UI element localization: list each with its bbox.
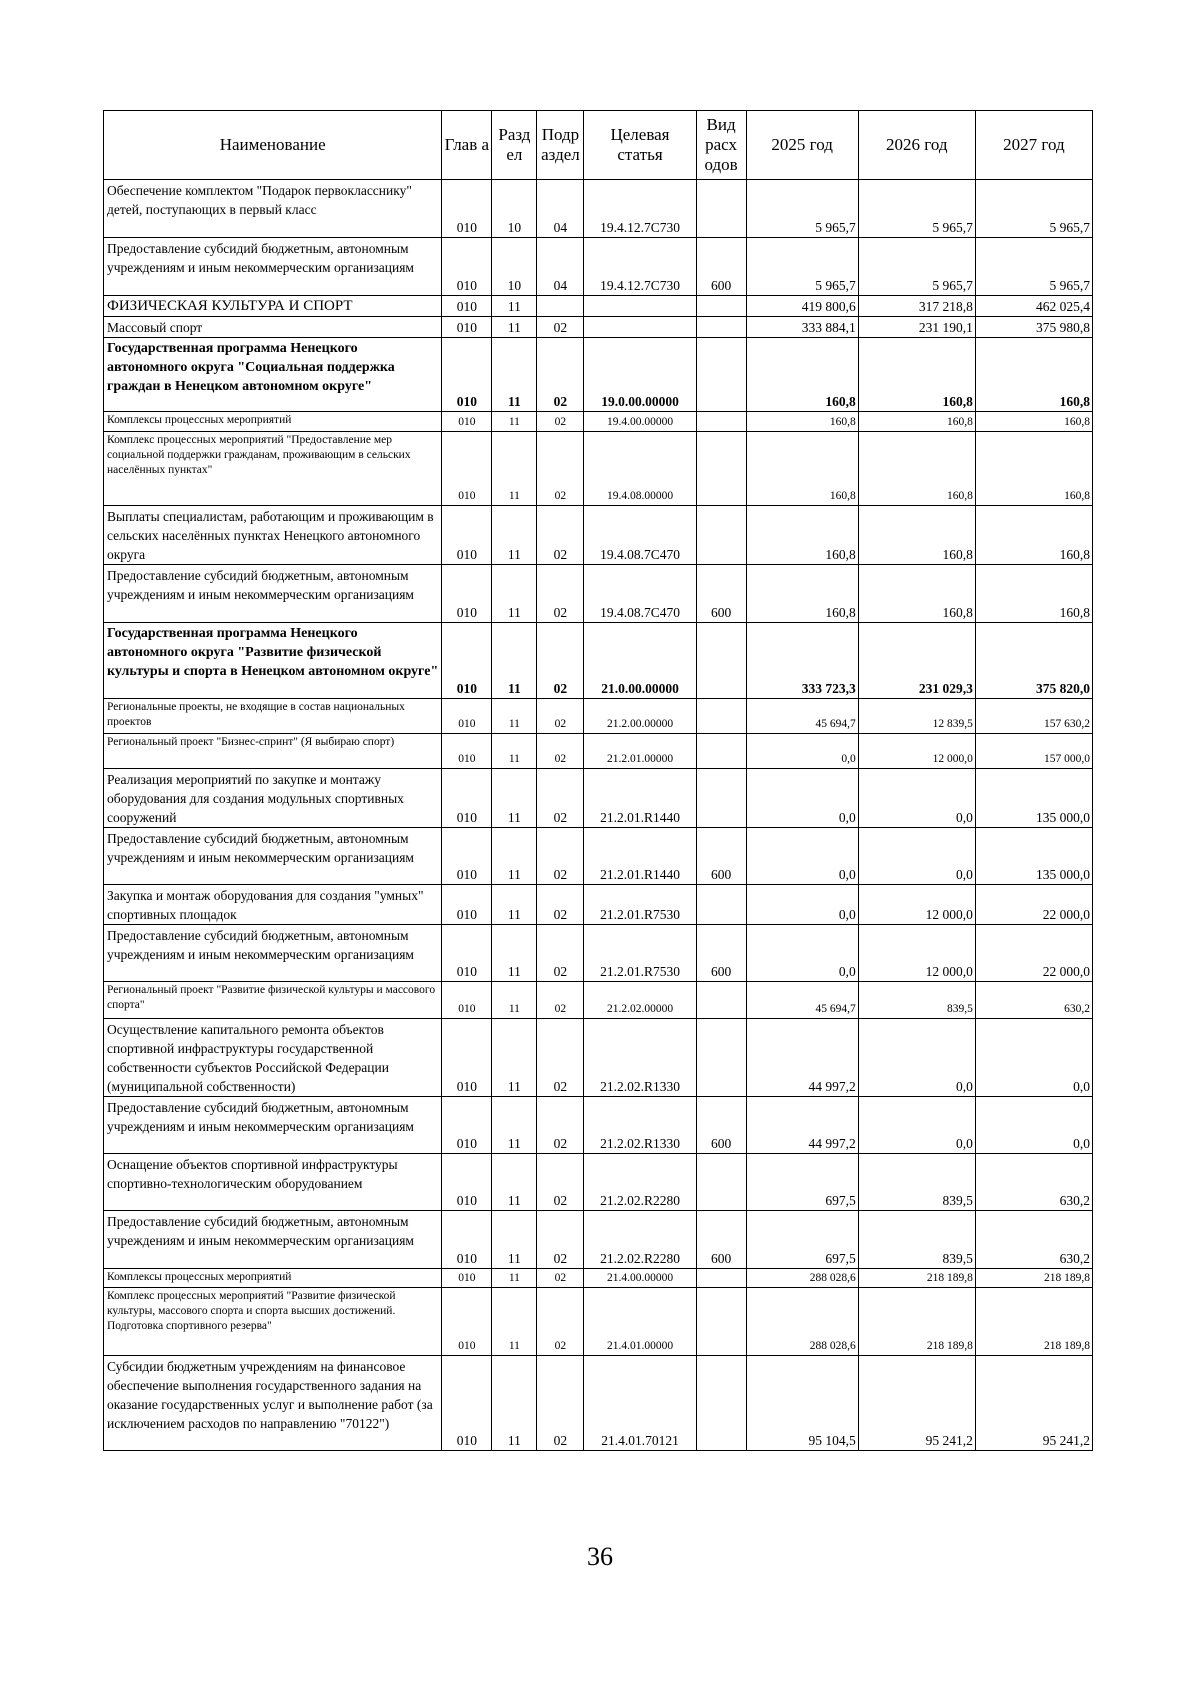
cell-podrazdel: 02 xyxy=(537,506,584,565)
cell-vid: 600 xyxy=(696,565,746,623)
cell-razdel: 11 xyxy=(492,699,537,734)
cell-podrazdel xyxy=(537,296,584,317)
cell-target: 19.4.12.7С730 xyxy=(584,238,696,296)
cell-y2027: 0,0 xyxy=(975,1097,1092,1154)
cell-target: 21.4.00.00000 xyxy=(584,1269,696,1288)
cell-target: 21.4.01.00000 xyxy=(584,1288,696,1356)
cell-glava: 010 xyxy=(442,180,492,238)
table-row xyxy=(104,412,1093,432)
cell-vid xyxy=(696,296,746,317)
cell-target xyxy=(584,317,696,338)
cell-razdel: 11 xyxy=(492,1097,537,1154)
cell-y2027: 160,8 xyxy=(975,338,1092,412)
cell-podrazdel: 02 xyxy=(537,925,584,982)
cell-name: Комплексы процессных мероприятий xyxy=(104,1269,442,1288)
cell-glava: 010 xyxy=(442,296,492,317)
cell-glava: 010 xyxy=(442,317,492,338)
cell-name: Обеспечение комплектом "Подарок первокласснику" детей, поступающих в первый класс xyxy=(104,180,442,238)
cell-y2026: 160,8 xyxy=(858,432,975,506)
cell-vid xyxy=(696,885,746,925)
cell-y2027: 375 980,8 xyxy=(975,317,1092,338)
table-row xyxy=(104,699,1093,734)
header-razdel: Разд ел xyxy=(492,111,537,180)
cell-target: 21.2.01.R7530 xyxy=(584,925,696,982)
cell-glava: 010 xyxy=(442,432,492,506)
table-row xyxy=(104,1211,1093,1269)
cell-y2025: 160,8 xyxy=(746,432,858,506)
cell-y2025: 697,5 xyxy=(746,1211,858,1269)
cell-y2025: 160,8 xyxy=(746,565,858,623)
cell-y2026: 12 839,5 xyxy=(858,699,975,734)
cell-glava: 010 xyxy=(442,1097,492,1154)
cell-target: 21.2.02.00000 xyxy=(584,982,696,1019)
cell-target: 21.2.01.R1440 xyxy=(584,828,696,885)
cell-name: Предоставление субсидий бюджетным, автономным учреждениям и иным некоммерческим организациям xyxy=(104,1097,442,1154)
cell-target: 21.2.01.R1440 xyxy=(584,769,696,828)
header-glava: Глав а xyxy=(442,111,492,180)
cell-y2026: 0,0 xyxy=(858,1019,975,1097)
cell-razdel: 11 xyxy=(492,734,537,769)
cell-y2025: 160,8 xyxy=(746,338,858,412)
cell-target: 21.4.01.70121 xyxy=(584,1356,696,1451)
table-row xyxy=(104,885,1093,925)
cell-target: 21.2.00.00000 xyxy=(584,699,696,734)
table-row xyxy=(104,828,1093,885)
header-podrazdel: Подр аздел xyxy=(537,111,584,180)
cell-y2025: 333 884,1 xyxy=(746,317,858,338)
cell-name: Оснащение объектов спортивной инфраструктуры спортивно-технологическим оборудованием xyxy=(104,1154,442,1211)
cell-y2027: 157 000,0 xyxy=(975,734,1092,769)
cell-podrazdel: 02 xyxy=(537,1154,584,1211)
cell-target: 21.2.01.00000 xyxy=(584,734,696,769)
table-row xyxy=(104,1356,1093,1451)
cell-target: 21.2.01.R7530 xyxy=(584,885,696,925)
cell-target: 19.4.08.7С470 xyxy=(584,565,696,623)
cell-glava: 010 xyxy=(442,623,492,699)
cell-glava: 010 xyxy=(442,925,492,982)
table-row xyxy=(104,317,1093,338)
cell-y2025: 333 723,3 xyxy=(746,623,858,699)
cell-y2025: 160,8 xyxy=(746,412,858,432)
cell-y2026: 0,0 xyxy=(858,769,975,828)
cell-y2026: 160,8 xyxy=(858,565,975,623)
cell-glava: 010 xyxy=(442,699,492,734)
cell-y2025: 5 965,7 xyxy=(746,180,858,238)
table-row xyxy=(104,925,1093,982)
cell-vid xyxy=(696,1154,746,1211)
cell-name: Региональный проект "Бизнес-спринт" (Я выбираю спорт) xyxy=(104,734,442,769)
cell-y2026: 218 189,8 xyxy=(858,1269,975,1288)
cell-glava: 010 xyxy=(442,1269,492,1288)
cell-podrazdel: 02 xyxy=(537,1288,584,1356)
cell-razdel: 11 xyxy=(492,296,537,317)
cell-name: ФИЗИЧЕСКАЯ КУЛЬТУРА И СПОРТ xyxy=(104,296,442,317)
table-header-row xyxy=(104,111,1093,180)
cell-y2025: 288 028,6 xyxy=(746,1269,858,1288)
cell-y2026: 12 000,0 xyxy=(858,925,975,982)
cell-name: Массовый спорт xyxy=(104,317,442,338)
cell-y2027: 160,8 xyxy=(975,565,1092,623)
cell-name: Выплаты специалистам, работающим и проживающим в сельских населённых пунктах Ненецкого автономного округа xyxy=(104,506,442,565)
cell-podrazdel: 02 xyxy=(537,412,584,432)
cell-vid xyxy=(696,338,746,412)
cell-razdel: 10 xyxy=(492,238,537,296)
cell-podrazdel: 02 xyxy=(537,338,584,412)
cell-razdel: 11 xyxy=(492,1356,537,1451)
cell-target: 19.0.00.00000 xyxy=(584,338,696,412)
cell-podrazdel: 02 xyxy=(537,734,584,769)
cell-y2027: 0,0 xyxy=(975,1019,1092,1097)
table-body xyxy=(104,180,1093,1451)
cell-vid xyxy=(696,982,746,1019)
cell-name: Предоставление субсидий бюджетным, автономным учреждениям и иным некоммерческим организациям xyxy=(104,828,442,885)
cell-name: Предоставление субсидий бюджетным, автономным учреждениям и иным некоммерческим организациям xyxy=(104,238,442,296)
cell-name: Предоставление субсидий бюджетным, автономным учреждениям и иным некоммерческим организациям xyxy=(104,925,442,982)
cell-y2027: 157 630,2 xyxy=(975,699,1092,734)
cell-vid xyxy=(696,734,746,769)
cell-y2025: 419 800,6 xyxy=(746,296,858,317)
cell-razdel: 11 xyxy=(492,828,537,885)
cell-razdel: 11 xyxy=(492,412,537,432)
cell-podrazdel: 04 xyxy=(537,238,584,296)
table-row xyxy=(104,769,1093,828)
cell-y2027: 462 025,4 xyxy=(975,296,1092,317)
cell-name: Субсидии бюджетным учреждениям на финансовое обеспечение выполнения государственного задания на оказание государственных услуг и выполнение работ (за исключением расходов по направлению "70122") xyxy=(104,1356,442,1451)
cell-name: Комплекс процессных мероприятий "Развитие физической культуры, массового спорта и спорта высших достижений. Подготовка спортивного резерва" xyxy=(104,1288,442,1356)
table-row xyxy=(104,1154,1093,1211)
table-row xyxy=(104,238,1093,296)
cell-podrazdel: 02 xyxy=(537,982,584,1019)
cell-name: Предоставление субсидий бюджетным, автономным учреждениям и иным некоммерческим организациям xyxy=(104,565,442,623)
cell-razdel: 11 xyxy=(492,1211,537,1269)
cell-razdel: 11 xyxy=(492,1269,537,1288)
cell-razdel: 11 xyxy=(492,1154,537,1211)
cell-name: Государственная программа Ненецкого автономного округа "Развитие физической культуры и спорта в Ненецком автономном округе" xyxy=(104,623,442,699)
cell-podrazdel: 02 xyxy=(537,1097,584,1154)
cell-y2027: 135 000,0 xyxy=(975,828,1092,885)
cell-vid: 600 xyxy=(696,828,746,885)
cell-razdel: 11 xyxy=(492,885,537,925)
cell-razdel: 11 xyxy=(492,982,537,1019)
cell-y2026: 160,8 xyxy=(858,338,975,412)
cell-y2025: 0,0 xyxy=(746,769,858,828)
cell-podrazdel: 02 xyxy=(537,432,584,506)
cell-y2026: 231 190,1 xyxy=(858,317,975,338)
cell-podrazdel: 02 xyxy=(537,1356,584,1451)
cell-y2026: 5 965,7 xyxy=(858,238,975,296)
cell-y2026: 5 965,7 xyxy=(858,180,975,238)
cell-glava: 010 xyxy=(442,982,492,1019)
cell-glava: 010 xyxy=(442,769,492,828)
cell-podrazdel: 02 xyxy=(537,699,584,734)
cell-vid xyxy=(696,180,746,238)
cell-y2026: 12 000,0 xyxy=(858,885,975,925)
page-number: 36 xyxy=(587,1542,613,1571)
cell-razdel: 10 xyxy=(492,180,537,238)
cell-target: 21.2.02.R1330 xyxy=(584,1019,696,1097)
table-row xyxy=(104,1097,1093,1154)
cell-glava: 010 xyxy=(442,238,492,296)
cell-y2026: 839,5 xyxy=(858,1154,975,1211)
table-row xyxy=(104,734,1093,769)
header-2026: 2026 год xyxy=(858,111,975,180)
cell-razdel: 11 xyxy=(492,925,537,982)
cell-y2026: 0,0 xyxy=(858,828,975,885)
cell-vid: 600 xyxy=(696,925,746,982)
cell-y2027: 630,2 xyxy=(975,982,1092,1019)
cell-glava: 010 xyxy=(442,1288,492,1356)
cell-podrazdel: 02 xyxy=(537,565,584,623)
cell-y2027: 630,2 xyxy=(975,1211,1092,1269)
cell-glava: 010 xyxy=(442,338,492,412)
cell-y2025: 0,0 xyxy=(746,828,858,885)
cell-y2025: 0,0 xyxy=(746,734,858,769)
table-row xyxy=(104,338,1093,412)
cell-y2026: 95 241,2 xyxy=(858,1356,975,1451)
cell-target: 19.4.08.7С470 xyxy=(584,506,696,565)
cell-podrazdel: 04 xyxy=(537,180,584,238)
cell-y2026: 0,0 xyxy=(858,1097,975,1154)
table-row xyxy=(104,296,1093,317)
cell-name: Предоставление субсидий бюджетным, автономным учреждениям и иным некоммерческим организациям xyxy=(104,1211,442,1269)
cell-vid xyxy=(696,317,746,338)
cell-glava: 010 xyxy=(442,1211,492,1269)
cell-podrazdel: 02 xyxy=(537,769,584,828)
cell-razdel: 11 xyxy=(492,1288,537,1356)
cell-name: Региональные проекты, не входящие в состав национальных проектов xyxy=(104,699,442,734)
cell-razdel: 11 xyxy=(492,506,537,565)
cell-y2025: 0,0 xyxy=(746,885,858,925)
table-row xyxy=(104,1269,1093,1288)
cell-vid: 600 xyxy=(696,238,746,296)
cell-y2027: 630,2 xyxy=(975,1154,1092,1211)
cell-y2026: 160,8 xyxy=(858,412,975,432)
cell-razdel: 11 xyxy=(492,769,537,828)
table-row xyxy=(104,623,1093,699)
cell-y2025: 95 104,5 xyxy=(746,1356,858,1451)
cell-y2027: 5 965,7 xyxy=(975,238,1092,296)
cell-y2027: 135 000,0 xyxy=(975,769,1092,828)
table-row xyxy=(104,506,1093,565)
cell-y2026: 160,8 xyxy=(858,506,975,565)
cell-razdel: 11 xyxy=(492,432,537,506)
cell-y2027: 160,8 xyxy=(975,412,1092,432)
table-row xyxy=(104,180,1093,238)
cell-y2026: 218 189,8 xyxy=(858,1288,975,1356)
cell-razdel: 11 xyxy=(492,623,537,699)
cell-y2025: 45 694,7 xyxy=(746,699,858,734)
cell-razdel: 11 xyxy=(492,317,537,338)
cell-target: 21.2.02.R2280 xyxy=(584,1154,696,1211)
cell-razdel: 11 xyxy=(492,1019,537,1097)
cell-glava: 010 xyxy=(442,565,492,623)
cell-y2026: 317 218,8 xyxy=(858,296,975,317)
cell-target: 21.2.02.R1330 xyxy=(584,1097,696,1154)
table-row xyxy=(104,1288,1093,1356)
cell-vid xyxy=(696,412,746,432)
cell-y2025: 45 694,7 xyxy=(746,982,858,1019)
cell-vid xyxy=(696,432,746,506)
budget-table xyxy=(103,110,1093,1451)
cell-glava: 010 xyxy=(442,1019,492,1097)
cell-podrazdel: 02 xyxy=(537,1019,584,1097)
cell-podrazdel: 02 xyxy=(537,623,584,699)
cell-y2027: 218 189,8 xyxy=(975,1269,1092,1288)
table-row xyxy=(104,432,1093,506)
cell-name: Комплексы процессных мероприятий xyxy=(104,412,442,432)
cell-y2027: 5 965,7 xyxy=(975,180,1092,238)
cell-y2027: 95 241,2 xyxy=(975,1356,1092,1451)
cell-podrazdel: 02 xyxy=(537,1211,584,1269)
cell-y2027: 160,8 xyxy=(975,432,1092,506)
header-vid: Вид расх одов xyxy=(696,111,746,180)
cell-y2026: 12 000,0 xyxy=(858,734,975,769)
header-2025: 2025 год xyxy=(746,111,858,180)
cell-glava: 010 xyxy=(442,885,492,925)
cell-y2027: 160,8 xyxy=(975,506,1092,565)
cell-vid xyxy=(696,506,746,565)
cell-y2027: 375 820,0 xyxy=(975,623,1092,699)
cell-target: 19.4.12.7С730 xyxy=(584,180,696,238)
cell-y2026: 839,5 xyxy=(858,1211,975,1269)
cell-target: 19.4.00.00000 xyxy=(584,412,696,432)
header-2027: 2027 год xyxy=(975,111,1092,180)
cell-podrazdel: 02 xyxy=(537,317,584,338)
cell-vid xyxy=(696,1356,746,1451)
cell-vid xyxy=(696,769,746,828)
cell-y2026: 231 029,3 xyxy=(858,623,975,699)
cell-y2026: 839,5 xyxy=(858,982,975,1019)
cell-name: Региональный проект "Развитие физической культуры и массового спорта" xyxy=(104,982,442,1019)
cell-y2025: 5 965,7 xyxy=(746,238,858,296)
cell-target: 21.0.00.00000 xyxy=(584,623,696,699)
cell-y2025: 44 997,2 xyxy=(746,1019,858,1097)
cell-y2025: 44 997,2 xyxy=(746,1097,858,1154)
cell-name: Осуществление капитального ремонта объектов спортивной инфраструктуры государственной собственности субъектов Российской Федерации (муниципальной собственности) xyxy=(104,1019,442,1097)
cell-y2025: 160,8 xyxy=(746,506,858,565)
cell-glava: 010 xyxy=(442,1356,492,1451)
cell-y2025: 697,5 xyxy=(746,1154,858,1211)
cell-y2027: 22 000,0 xyxy=(975,925,1092,982)
cell-vid: 600 xyxy=(696,1097,746,1154)
table-row xyxy=(104,982,1093,1019)
cell-vid xyxy=(696,699,746,734)
cell-vid xyxy=(696,1288,746,1356)
cell-podrazdel: 02 xyxy=(537,885,584,925)
cell-podrazdel: 02 xyxy=(537,1269,584,1288)
cell-y2025: 288 028,6 xyxy=(746,1288,858,1356)
cell-y2025: 0,0 xyxy=(746,925,858,982)
header-target: Целевая статья xyxy=(584,111,696,180)
cell-glava: 010 xyxy=(442,734,492,769)
cell-y2027: 218 189,8 xyxy=(975,1288,1092,1356)
cell-glava: 010 xyxy=(442,412,492,432)
cell-razdel: 11 xyxy=(492,565,537,623)
cell-glava: 010 xyxy=(442,506,492,565)
cell-name: Реализация мероприятий по закупке и монтажу оборудования для создания модульных спортивных сооружений xyxy=(104,769,442,828)
cell-target: 21.2.02.R2280 xyxy=(584,1211,696,1269)
cell-podrazdel: 02 xyxy=(537,828,584,885)
cell-glava: 010 xyxy=(442,1154,492,1211)
cell-y2027: 22 000,0 xyxy=(975,885,1092,925)
cell-vid xyxy=(696,623,746,699)
cell-target: 19.4.08.00000 xyxy=(584,432,696,506)
table-row xyxy=(104,1019,1093,1097)
cell-vid xyxy=(696,1019,746,1097)
cell-name: Государственная программа Ненецкого автономного округа "Социальная поддержка граждан в Ненецком автономном округе" xyxy=(104,338,442,412)
cell-name: Закупка и монтаж оборудования для создания "умных" спортивных площадок xyxy=(104,885,442,925)
cell-glava: 010 xyxy=(442,828,492,885)
cell-razdel: 11 xyxy=(492,338,537,412)
cell-target xyxy=(584,296,696,317)
cell-vid: 600 xyxy=(696,1211,746,1269)
cell-vid xyxy=(696,1269,746,1288)
header-name: Наименование xyxy=(104,111,442,180)
cell-name: Комплекс процессных мероприятий "Предоставление мер социальной поддержки гражданам, проживающим в сельских населённых пунктах" xyxy=(104,432,442,506)
table-row xyxy=(104,565,1093,623)
